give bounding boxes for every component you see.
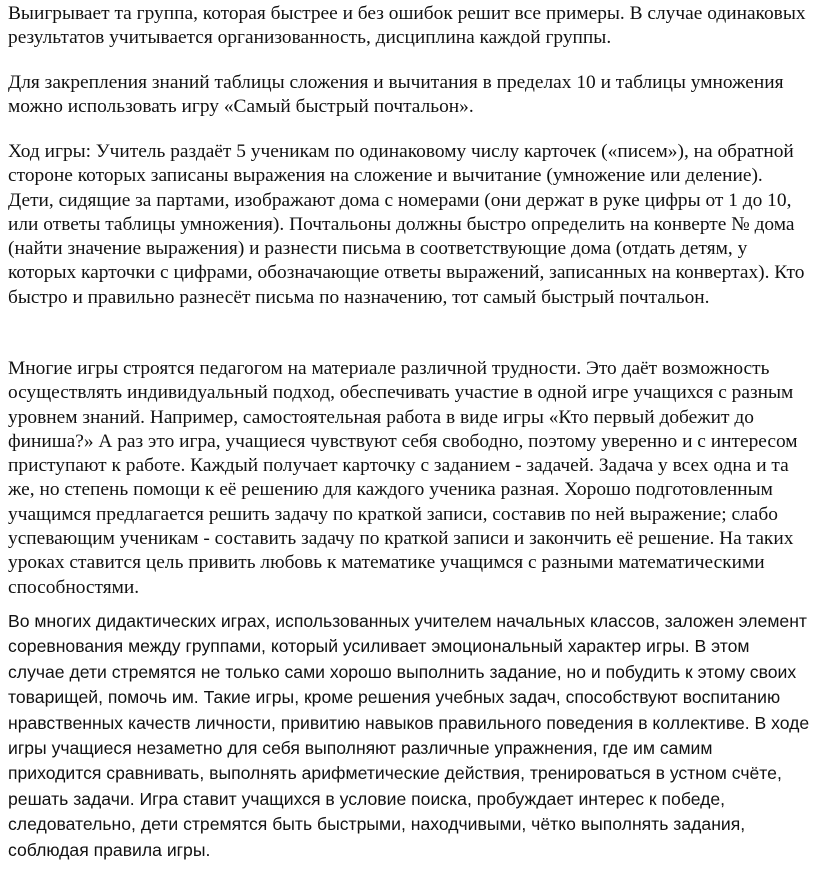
paragraph-competition-element: Во многих дидактических играх, использованных учителем начальных классов, заложен элемент соревнования между группами, который усиливает эмоциональный характер игры. В этом случае дети стремятся не только сами хорошо выполнить задание, но и побудить к этому своих товарищей, помочь им. Такие игры, кроме решения учебных задач, способствуют воспитанию нравственных качеств личности, привитию навыков правильного поведения в коллективе. В ходе игры учащиеся незаметно для себя выполняют различные упражнения, где им самим приходится сравнивать, выполнять арифметические действия, тренироваться в устном счёте, решать задачи. Игра ставит учащихся в условие поиска, пробуждает интерес к победе, следовательно, дети стремятся быть быстрыми, находчивыми, чётко выполнять задания, соблюдая правила игры. [8,611,810,860]
paragraph-difficulty-levels: Многие игры строятся педагогом на материале различной трудности. Это даёт возможность осуществлять индивидуальный подход, обеспечивать участие в одной игре учащихся с разным уровнем знаний. Например, самостоятельная работа в виде игры «Кто первый добежит до финиша?» А раз это игра, учащиеся чувствуют себя свободно, поэтому уверенно и с интересом приступают к работе. Каждый получает карточку с заданием - задачей. Задача у всех одна и та же, но степень помощи к её решению для каждого ученика разная. Хорошо подготовленным учащимся предлагается решить задачу по краткой записи, составив по ней выражение; слабо успевающим ученикам - составить задачу по краткой записи и закончить её решение. На таких уроках ставится цель привить любовь к математике учащимся с разными математическими способностями. [8,358,798,598]
paragraph-game-rules: Ход игры: Учитель раздаёт 5 ученикам по одинаковому числу карточек («писем»), на обратной стороне которых записаны выражения на сложение и вычитание (умножение или деление). Дети, сидящие за партами, изображают дома с номерами (они держат в руке цифры от 1 до 10, или ответы таблицы умножения). Почтальоны должны быстро определить на конверте № дома (найти значение выражения) и разнести письма в соответствующие дома (отдать детям, у которых карточки с цифрами, обозначающие ответы выражений, записанных на конвертах). Кто быстро и правильно разнесёт письма по назначению, тот самый быстрый почтальон. [8,141,805,308]
paragraph-group-winner: Выигрывает та группа, которая быстрее и без ошибок решит все примеры. В случае одинаковых результатов учитывается организованность, дисциплина каждой группы. [8,3,806,49]
paragraph-game-intro: Для закрепления знаний таблицы сложения и вычитания в пределах 10 и таблицы умножения можно использовать игру «Самый быстрый почтальон». [8,72,784,118]
